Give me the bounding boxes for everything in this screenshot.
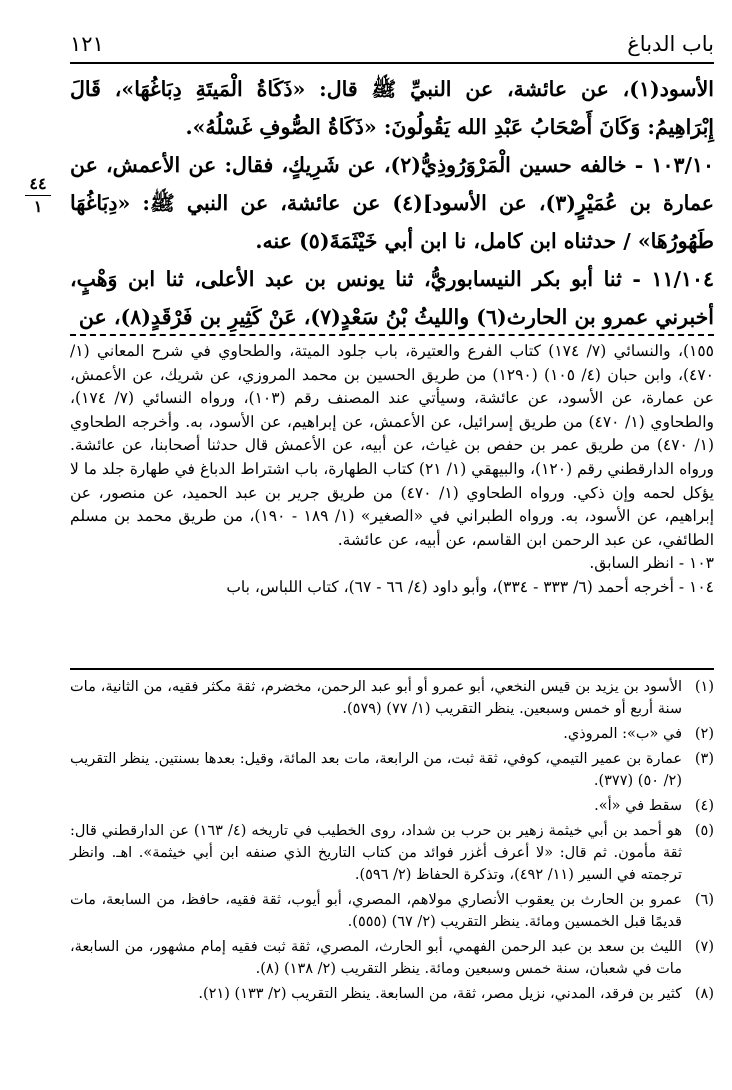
- footnote-text: سقط في «أ».: [594, 798, 682, 814]
- page-number: ١٢١: [70, 32, 104, 56]
- footnote-separator: [70, 668, 714, 670]
- chapter-title: باب الدباغ: [627, 32, 714, 56]
- takhrij-paragraph-1: ١٥٥)، والنسائي (٧/ ١٧٤) كتاب الفرع والعتيرة، باب جلود الميتة، والطحاوي في شرح المعاني (١/ ٤٧٠)، وابن حبان (٤/ ١٠٥) (١٢٩٠) من طريق الحسين بن محمد المروزي، عن شريك، عن الأعمش، عن عمارة، عن الأسود، عن عائشة، وسيأتي عند المصنف رقم (١٠٣)، ورواه النسائي (٧/ ١٧٤)، والطحاوي (١/ ٤٧٠) من طريق إسرائيل، عن الأعمش، عن إبراهيم، عن الأسود، به. وأخرجه الطحاوي (١/ ٤٧٠) من طريق عمر بن حفص بن غياث، عن أبيه، عن الأعمش قال حدثنا أصحابنا، عن عائشة. ورواه الدارقطني رقم (١٢٠)، والبيهقي (١/ ٢١) كتاب الطهارة، باب اشتراط الدباغ في طهارة جلد ما لا يؤكل لحمه وإن ذكي. ورواه الطحاوي (١/ ٤٧٠) من طريق جرير بن عبد الحميد، عن منصور، عن إبراهيم، عن الأسود، به. ورواه الطبراني في «الصغير» (١/ ١٨٩ - ١٩٠)، من طريق محمد بن مسلم الطائفي، عن عبد الرحمن ابن القاسم، عن أبيه، عن عائشة.: [70, 342, 715, 549]
- footnote-number: (٣): [694, 751, 714, 767]
- footnote-text: الأسود بن يزيد بن قيس النخعي، أبو عمرو أو أبو عبد الرحمن، مخضرم، ثقة مكثر فقيه، من الثانية، مات سنة أربع أو خمس وسبعين. ينظر التقريب (١/ ٧٧) (٥٧٩).: [70, 679, 682, 717]
- footnote-text: عمارة بن عمير التيمي، كوفي، ثقة ثبت، من الرابعة، مات بعد المائة، وقيل: بعدها بسنتين. ينظر التقريب (٢/ ٥٠) (٣٧٧).: [70, 751, 682, 789]
- footnote-number: (٥): [694, 823, 714, 839]
- footnote-number: (٨): [694, 986, 714, 1002]
- footnote: [70, 795, 714, 817]
- footnote-number: (٧): [694, 939, 714, 955]
- footnote-text: الليث بن سعد بن عبد الرحمن الفهمي، أبو الحارث، المصري، ثقة ثبت فقيه إمام مشهور، من السابعة، مات في شعبان، سنة خمس وسبعين ومائة. ينظر التقريب (٢/ ١٣٨) (٨).: [70, 939, 682, 977]
- footnote: [70, 748, 714, 792]
- footnote-text: في «ب»: المروذي.: [563, 726, 682, 742]
- footnote-text: عمرو بن الحارث بن يعقوب الأنصاري مولاهم، المصري، أبو أيوب، ثقة فقيه، حافظ، من السابعة، مات قديمًا قبل الخمسين ومائة. ينظر التقريب (٢/ ٦٧) (٥٥٥).: [70, 892, 682, 930]
- takhrij-section: [70, 340, 714, 600]
- folio-bottom: ١: [33, 197, 43, 216]
- main-paragraph-2: ١٠٣/١٠ - خالفه حسين الْمَرْوَرُوذِيُّ(٢)، عن شَرِيكٍ، فقال: عن الأعمش، عن عمارة بن عُمَيْرٍ(٣)، عن الأسود](٤) عن عائشة، عن النبي ﷺ: «دِبَاغُهَا طَهُورُهَا» / حدثناه ابن كامل، نا ابن أبي خَيْثَمَةَ(٥) عنه.: [70, 153, 714, 253]
- footnote-number: (٦): [694, 892, 714, 908]
- footnote: [70, 820, 714, 886]
- main-paragraph-1: الأسود(١)، عن عائشة، عن النبيِّ ﷺ قال: «ذَكَاةُ الْمَيتَةِ دِبَاغُهَا»، قَالَ إِبْرَاهِيمُ: وَكَانَ أَصْحَابُ عَبْدِ الله يَقُولُونَ: «ذَكَاةُ الصُّوفِ غَسْلُهُ».: [70, 77, 714, 139]
- page-header: [70, 28, 714, 64]
- footnote: [70, 936, 714, 980]
- footnotes: [70, 676, 714, 1008]
- takhrij-paragraph-2: ١٠٣ - انظر السابق.: [589, 554, 714, 573]
- main-text: [70, 70, 714, 336]
- folio-top: ٤٤: [29, 174, 47, 193]
- dashed-separator: [70, 334, 714, 336]
- footnote-number: (٢): [694, 726, 714, 742]
- footnote-number: (٤): [694, 798, 714, 814]
- takhrij-paragraph-3: ١٠٤ - أخرجه أحمد (٦/ ٣٣٣ - ٣٣٤)، وأبو داود (٤/ ٦٦ - ٦٧)، كتاب اللباس، باب: [226, 577, 714, 596]
- footnote-number: (١): [694, 679, 714, 695]
- footnote: [70, 723, 714, 745]
- footnote-text: هو أحمد بن أبي خيثمة زهير بن حرب بن شداد، روى الخطيب في تاريخه (٤/ ١٦٣) عن الدارقطني قال: ثقة مأمون. ثم قال: «لا أعرف أغزر فوائد من كتاب التاريخ الذي صنفه ابن أبي خيثمة». اهـ. وانظر ترجمته في السير (١١/ ٤٩٢)، وتذكرة الحفاظ (٢/ ٥٩٦).: [70, 823, 682, 883]
- footnote: [70, 676, 714, 720]
- footnote: [70, 983, 714, 1005]
- main-paragraph-3: ١١/١٠٤ - ثنا أبو بكر النيسابوريُّ، ثنا يونس بن عبد الأعلى، ثنا ابن وَهْبٍ، أخبرني عمرو بن الحارث(٦) والليثُ بْنُ سَعْدٍ(٧)، عَنْ كَثِيرِ بن فَرْقَدٍ(٨)، عن: [70, 267, 714, 329]
- footnote: [70, 889, 714, 933]
- manuscript-folio-marker: [18, 175, 58, 216]
- footnote-text: كثير بن فرقد، المدني، نزيل مصر، ثقة، من السابعة. ينظر التقريب (٢/ ١٣٣) (٢١).: [198, 986, 682, 1002]
